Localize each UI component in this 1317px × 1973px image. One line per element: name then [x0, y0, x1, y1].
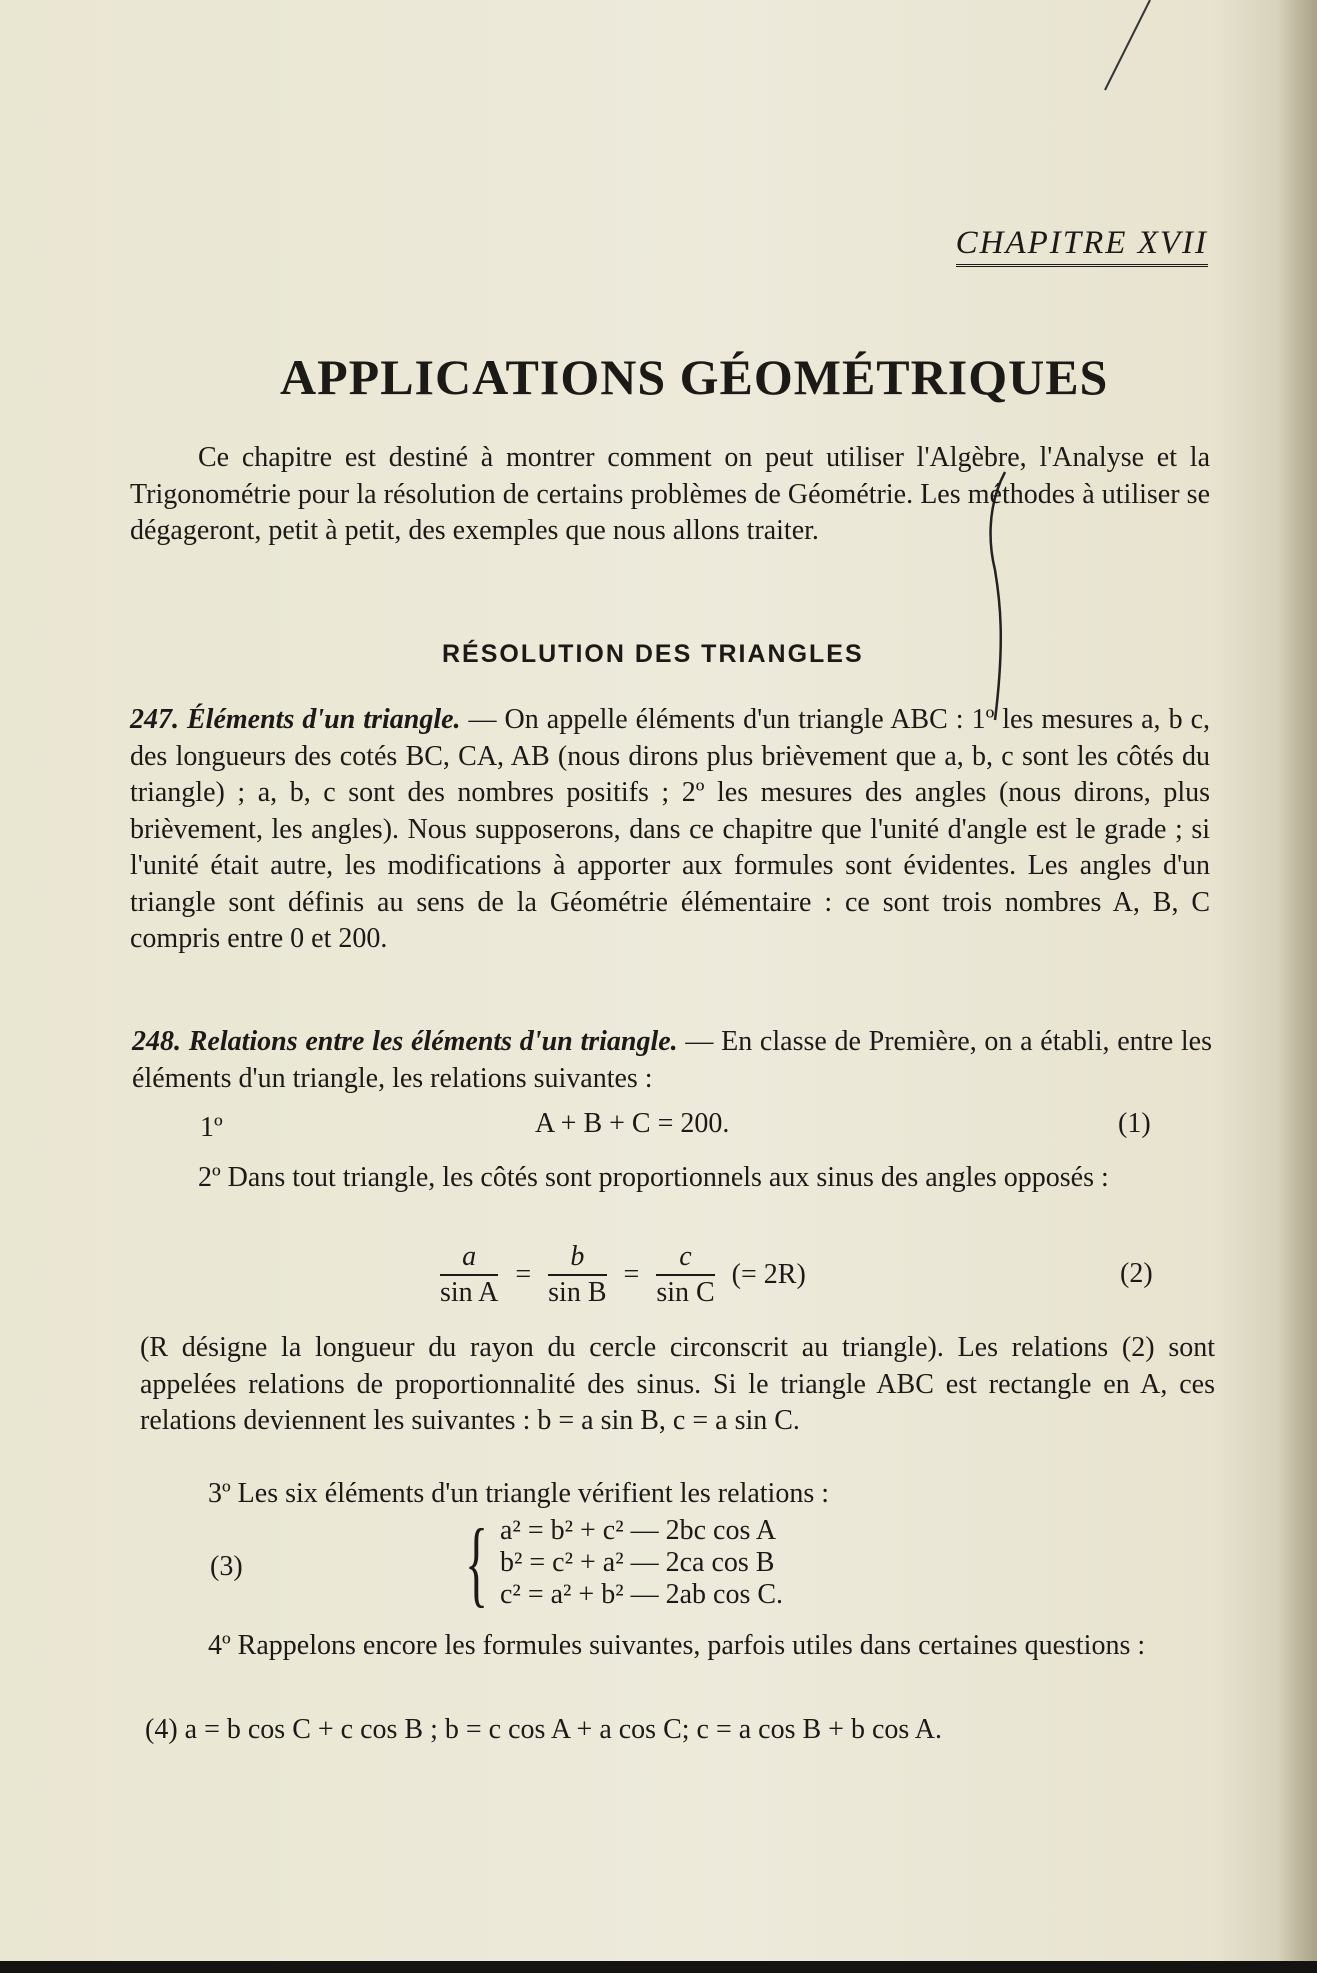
paragraph-4: 4º Rappelons encore les formules suivantes, parfois utiles dans certaines questions : [208, 1630, 1146, 1661]
equation-label: (3) [210, 1551, 243, 1582]
equation-4: (4) a = b cos C + c cos B ; b = c cos A + a cos C; c = a cos B + b cos A. [145, 1714, 942, 1745]
equation-1 [130, 1108, 1210, 1148]
equation-line: a² = b² + c² — 2bc cos A [500, 1515, 777, 1546]
page-title: APPLICATIONS GÉOMÉTRIQUES [280, 349, 1109, 405]
equation-line: c² = a² + b² — 2ab cos C. [500, 1579, 784, 1610]
page-edge-shadow [1277, 0, 1317, 1973]
paragraph-3: 3º Les six éléments d'un triangle vérifient les relations : [208, 1478, 830, 1509]
equation-2 [440, 1240, 816, 1310]
equation-line: b² = c² + a² — 2ca cos B [500, 1547, 775, 1578]
brace-icon: { [465, 1509, 489, 1616]
numerator: c [656, 1240, 714, 1276]
paragraph-248 [132, 1024, 1212, 1097]
paragraph-text: — On appelle éléments d'un triangle ABC : 1º les mesures a, b c, des longueurs des cotés BC, CA, AB (nous dirons plus brièvement que a, b, c sont les côtés du triangle) ; a, b, c sont des nombres positifs ; 2º les mesures des angles (nous dirons, plus brièvement, les angles). Nous supposerons, dans ce chapitre que l'unité d'angle est le grade ; si l'unité était autre, les modifications à apporter aux formules sont évidentes. Les angles d'un triangle sont définis au sens de la Géométrie élémentaire : ce sont trois nombres A, B, C compris entre 0 et 200. [130, 704, 1211, 954]
equation-lines [500, 1515, 783, 1611]
equation-3 [210, 1509, 1110, 1616]
page-bottom-edge [0, 1961, 1317, 1973]
numerator: a [440, 1240, 498, 1276]
paragraph-number: 247. Éléments d'un triangle. [130, 704, 461, 735]
denominator: sin A [440, 1277, 499, 1308]
fraction [656, 1240, 714, 1310]
equation-label: 1º [200, 1112, 223, 1143]
equals-sign: = [623, 1259, 640, 1290]
paragraph-r: (R désigne la longueur du rayon du cercle circonscrit au triangle). Les relations (2) sont appelées relations de proportionnalité des sinus. Si le triangle ABC est rectangle en A, ces relations deviennent les suivantes : b = a sin B, c = a sin C. [140, 1332, 1215, 1436]
equation-expression: A + B + C = 200. [535, 1108, 730, 1139]
paragraph-247 [130, 702, 1210, 958]
paragraph-number: 248. Relations entre les éléments d'un triangle. [132, 1026, 678, 1057]
numerator: b [548, 1240, 606, 1276]
chapter-label: CHAPITRE XVII [956, 225, 1208, 267]
denominator: sin C [656, 1277, 715, 1308]
fraction [440, 1240, 498, 1310]
paragraph-2: 2º Dans tout triangle, les côtés sont proportionnels aux sinus des angles opposés : [198, 1162, 1109, 1193]
paragraph-text: — En classe de Première, on a établi, entre les éléments d'un triangle, les relations suivantes : [132, 1026, 1212, 1094]
equation-ref: (1) [1118, 1108, 1151, 1139]
fraction [548, 1240, 606, 1310]
equation-ref: (2) [1120, 1258, 1153, 1289]
section-heading: RÉSOLUTION DES TRIANGLES [442, 640, 864, 668]
equation-tail: (= 2R) [731, 1259, 806, 1290]
denominator: sin B [548, 1277, 607, 1308]
intro-paragraph: Ce chapitre est destiné à montrer comment on peut utiliser l'Algèbre, l'Analyse et la Trigonométrie pour la résolution de certains problèmes de Géométrie. Les méthodes à utiliser se dégageront, petit à petit, des exemples que nous allons traiter. [130, 442, 1210, 546]
equals-sign: = [515, 1259, 532, 1290]
